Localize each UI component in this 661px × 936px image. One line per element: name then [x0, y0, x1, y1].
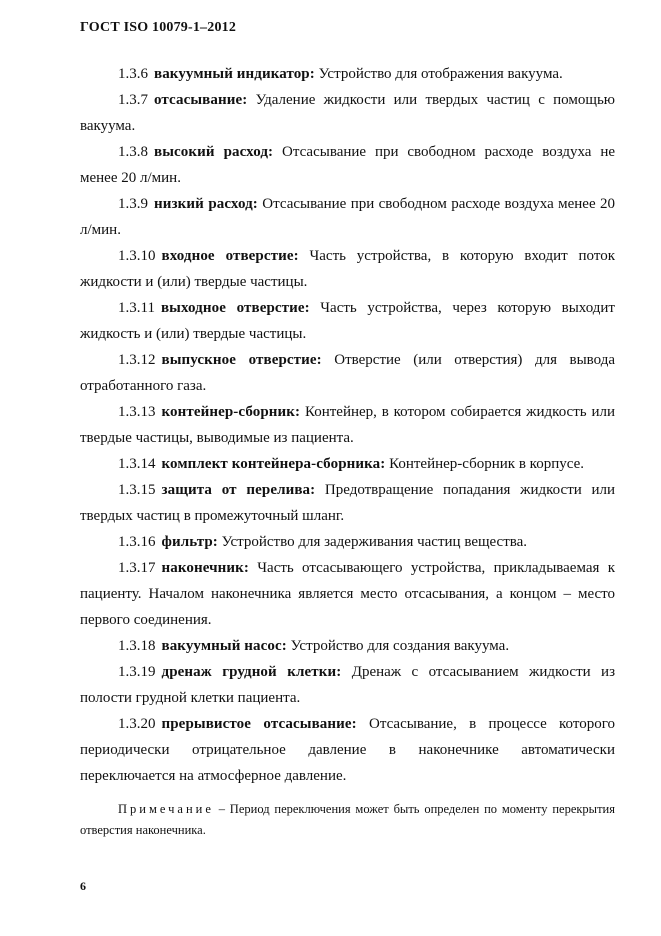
entry-text: Устройство для задерживания частиц вещества. [217, 534, 528, 550]
entry-term: защита от перелива: [161, 482, 316, 498]
entry-text: Часть устройства, через которую выходит жидкость и (или) твердые частицы. [80, 300, 615, 342]
entry-number: 1.3.19 [118, 664, 156, 680]
entry-text: Контейнер-сборник в корпусе. [385, 456, 584, 472]
definition-entry [80, 659, 615, 711]
entry-number: 1.3.16 [118, 534, 156, 550]
note [80, 799, 615, 841]
definition-entry [80, 529, 615, 555]
entry-number: 1.3.17 [118, 560, 156, 576]
definition-entry [80, 347, 615, 399]
definition-entry [80, 295, 615, 347]
entry-text: Предотвращение попадания жидкости или твердых частиц в промежуточный шланг. [80, 482, 615, 524]
entry-term: отсасывание: [154, 92, 248, 108]
entry-text: Удаление жидкости или твердых частиц с помощью вакуума. [80, 92, 615, 134]
entry-text: Отсасывание при свободном расходе воздуха не менее 20 л/мин. [80, 144, 615, 186]
definition-entry [80, 139, 615, 191]
entry-term: высокий расход: [154, 144, 274, 160]
entry-text: Отсасывание, в процессе которого периодически отрицательное давление в наконечнике автоматически переключается на атмосферное давление. [80, 716, 615, 784]
entry-number: 1.3.14 [118, 456, 156, 472]
entry-text: Контейнер, в котором собирается жидкость или твердые частицы, выводимые из пациента. [80, 404, 615, 446]
entry-number: 1.3.15 [118, 482, 156, 498]
entry-term: вакуумный индикатор: [154, 66, 315, 82]
entry-text: Часть устройства, в которую входит поток жидкости и (или) твердые частицы. [80, 248, 615, 290]
entry-term: входное отверстие: [161, 248, 299, 264]
entry-term: контейнер-сборник: [161, 404, 301, 420]
definition-entry [80, 555, 615, 633]
entry-number: 1.3.6 [118, 66, 148, 82]
entry-number: 1.3.12 [118, 352, 156, 368]
definition-entry [80, 711, 615, 789]
entry-term: наконечник: [161, 560, 249, 576]
definition-entry [80, 191, 615, 243]
entry-text: Устройство для отображения вакуума. [314, 66, 563, 82]
entry-number: 1.3.9 [118, 196, 148, 212]
entry-term: комплект контейнера-сборника: [161, 456, 386, 472]
definition-entry [80, 61, 615, 87]
entry-number: 1.3.8 [118, 144, 148, 160]
definition-entry [80, 477, 615, 529]
definitions-section [80, 61, 615, 854]
entry-text: Устройство для создания вакуума. [286, 638, 510, 654]
entry-text: Часть отсасывающего устройства, прикладываемая к пациенту. Началом наконечника является место отсасывания, а концом – место первого соединения. [80, 560, 615, 628]
entry-term: дренаж грудной клетки: [161, 664, 342, 680]
definition-entry [80, 87, 615, 139]
entry-term: выпускное отверстие: [161, 352, 322, 368]
entry-term: прерывистое отсасывание: [161, 716, 357, 732]
definition-entry [80, 399, 615, 451]
entry-term: низкий расход: [154, 196, 258, 212]
entry-number: 1.3.10 [118, 248, 156, 264]
definition-entry [80, 633, 615, 659]
entry-text: Отсасывание при свободном расходе воздуха менее 20 л/мин. [80, 196, 615, 238]
entry-number: 1.3.11 [118, 300, 155, 316]
page-number: 6 [80, 879, 86, 893]
entry-number: 1.3.18 [118, 638, 156, 654]
entry-number: 1.3.13 [118, 404, 156, 420]
document-header: ГОСТ ISO 10079-1–2012 [80, 20, 237, 35]
entry-term: вакуумный насос: [161, 638, 287, 654]
entry-text: Дренаж с отсасыванием жидкости из полости грудной клетки пациента. [80, 664, 615, 706]
entry-term: фильтр: [161, 534, 218, 550]
note-text: – Период переключения может быть определен по моменту перекрытия отверстия наконечника. [80, 802, 615, 837]
definition-entry [80, 451, 615, 477]
entry-term: выходное отверстие: [160, 300, 310, 316]
definition-entry [80, 243, 615, 295]
entry-number: 1.3.7 [118, 92, 148, 108]
entry-number: 1.3.20 [118, 716, 156, 732]
note-label: Примечание [118, 802, 214, 816]
entry-text: Отверстие (или отверстия) для вывода отработанного газа. [80, 352, 615, 394]
